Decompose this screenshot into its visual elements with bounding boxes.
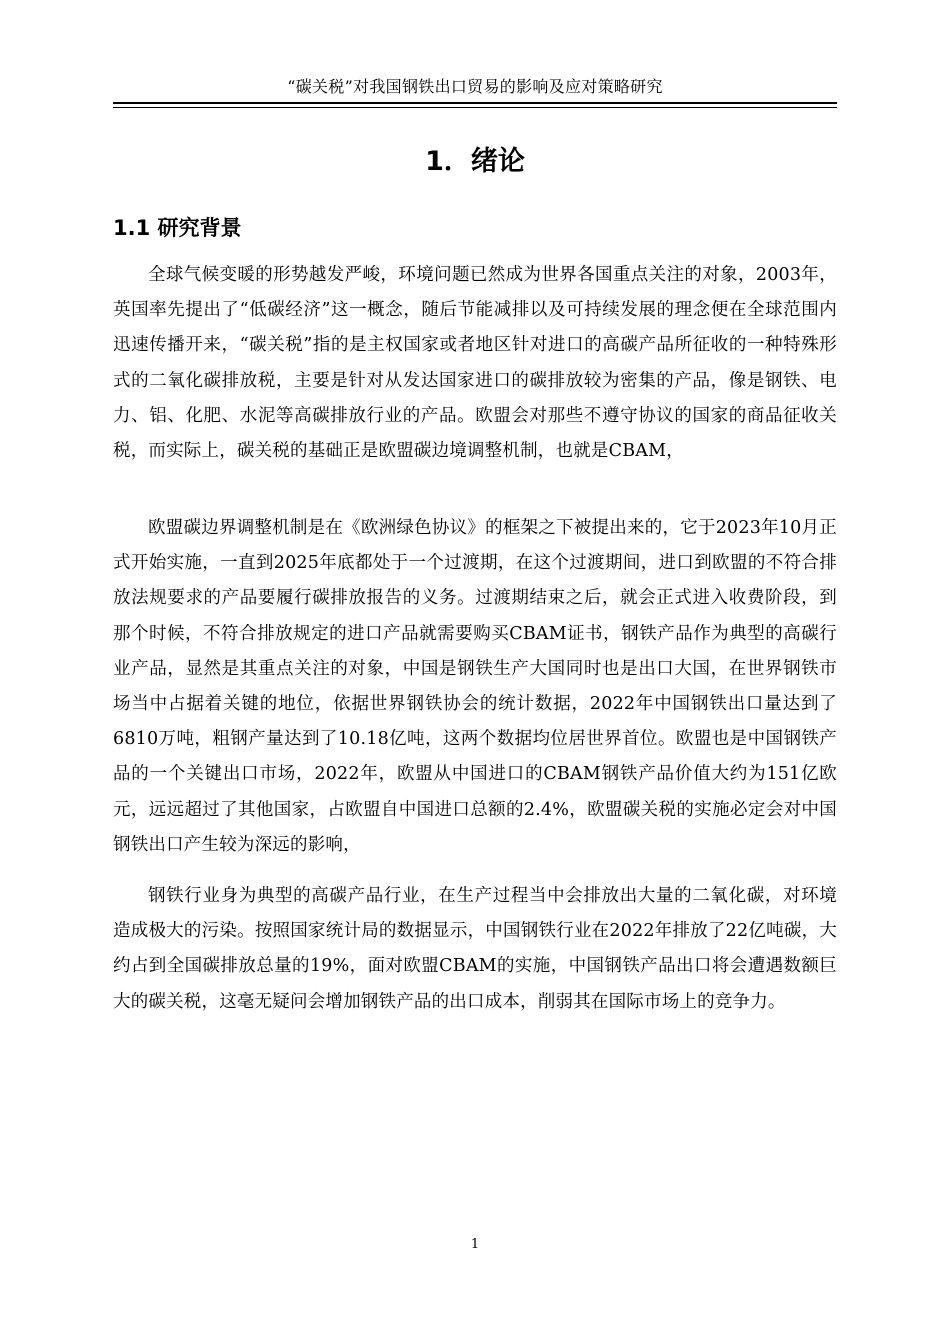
body-paragraph-1: 全球气候变暖的形势越发严峻，环境问题已然成为世界各国重点关注的对象，2003年，英国率先提出了“低碳经济”这一概念，随后节能减排以及可持续发展的理念便在全球范围内迅速传播开来，“碳关税”指的是主权国家或者地区针对进口的高碳产品所征收的一种特殊形式的二氧化碳排放税，主要是针对从发达国家进口的碳排放较为密集的产品，像是钢铁、电力、铝、化肥、水泥等高碳排放行业的产品。欧盟会对那些不遵守协议的国家的商品征收关税，而实际上，碳关税的基础正是欧盟碳边境调整机制，也就是CBAM，	[113, 265, 837, 462]
header-rule-thick	[113, 102, 837, 104]
page-number: 1	[470, 1237, 480, 1252]
chapter-title: 1．绪论	[425, 146, 525, 177]
body-paragraph-2: 欧盟碳边界调整机制是在《欧洲绿色协议》的框架之下被提出来的，它于2023年10月正式开始实施，一直到2025年底都处于一个过渡期，在这个过渡期间，进口到欧盟的不符合排放法规要求的产品要履行碳排放报告的义务。过渡期结束之后，就会正式进入收费阶段，到那个时候，不符合排放规定的进口产品就需要购买CBAM证书，钢铁产品作为典型的高碳行业产品，显然是其重点关注的对象，中国是钢铁生产大国同时也是出口大国，在世界钢铁市场当中占据着关键的地位，依据世界钢铁协会的统计数据，2022年中国钢铁出口量达到了6810万吨，粗钢产量达到了10.18亿吨，这两个数据均位居世界首位。欧盟也是中国钢铁产品的一个关键出口市场，2022年，欧盟从中国进口的CBAM钢铁产品价值大约为151亿欧元，远远超过了其他国家，占欧盟自中国进口总额的2.4%，欧盟碳关税的实施必定会对中国钢铁出口产生较为深远的影响，	[113, 518, 837, 855]
running-header: “碳关税”对我国钢铁出口贸易的影响及应对策略研究	[287, 77, 663, 96]
header-rule-thin	[113, 107, 837, 108]
body-paragraph-3: 钢铁行业身为典型的高碳产品行业，在生产过程当中会排放出大量的二氧化碳，对环境造成极大的污染。按照国家统计局的数据显示，中国钢铁行业在2022年排放了22亿吨碳，大约占到全国碳排放总量的19%，面对欧盟CBAM的实施，中国钢铁产品出口将会遭遇数额巨大的碳关税，这毫无疑问会增加钢铁产品的出口成本，削弱其在国际市场上的竞争力。	[113, 886, 837, 1012]
section-title: 1.1 研究背景	[113, 216, 242, 240]
